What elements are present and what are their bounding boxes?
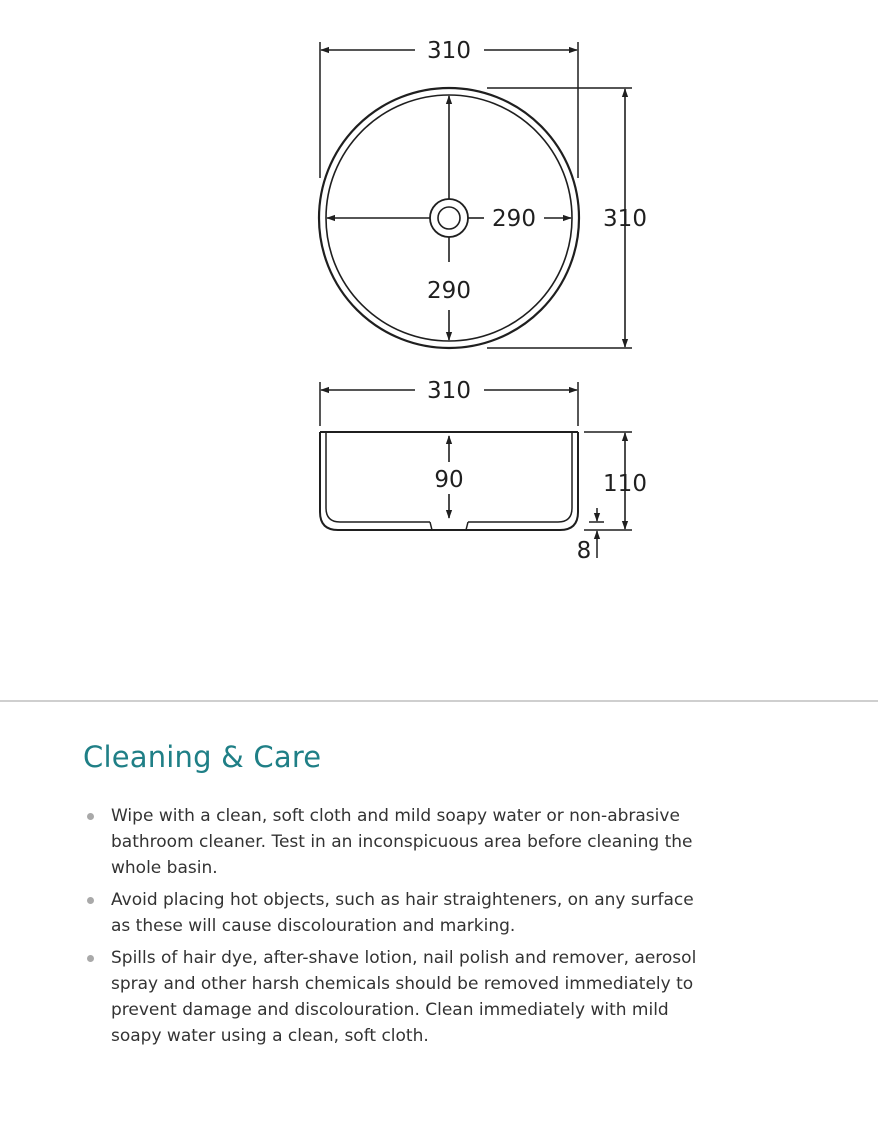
side-view <box>320 382 632 558</box>
top-width-label: 310 <box>427 38 471 64</box>
waste-outlet <box>430 199 468 237</box>
top-height-label: 310 <box>603 206 647 232</box>
top-view <box>319 42 632 348</box>
list-item-text: Avoid placing hot objects, such as hair straighteners, on any surface as these will cause discolouration and marking. <box>111 890 694 936</box>
list-item-text: Wipe with a clean, soft cloth and mild soapy water or non-abrasive bathroom cleaner. Test in an inconspicuous area before cleaning the whole basin. <box>111 806 693 878</box>
cleaning-care-heading: Cleaning & Care <box>83 740 322 774</box>
section-divider <box>0 700 878 702</box>
side-width-label: 310 <box>427 378 471 404</box>
list-item-text: Spills of hair dye, after-shave lotion, nail polish and remover, aerosol spray and other harsh chemicals should be removed immediately to prevent damage and discolouration. Clean immediately with mild soapy water using a clean, soft cloth. <box>111 948 697 1046</box>
overall-height-label: 110 <box>603 471 647 497</box>
waste-outlet-inner <box>438 207 460 229</box>
bullet-icon <box>87 955 94 962</box>
inner-width-label: 290 <box>492 206 536 232</box>
list-item <box>83 887 703 939</box>
bullet-icon <box>87 813 94 820</box>
base-thickness-label: 8 <box>576 538 592 564</box>
waste-hole <box>466 522 468 530</box>
list-item <box>83 803 703 881</box>
basin-profile-inner <box>326 432 430 522</box>
cleaning-care-list <box>83 803 703 1055</box>
list-item <box>83 945 703 1049</box>
waste-hole <box>430 522 432 530</box>
inner-length-label: 290 <box>427 278 471 304</box>
basin-profile-inner <box>468 432 572 522</box>
inner-depth-label: 90 <box>434 467 464 493</box>
bullet-icon <box>87 897 94 904</box>
